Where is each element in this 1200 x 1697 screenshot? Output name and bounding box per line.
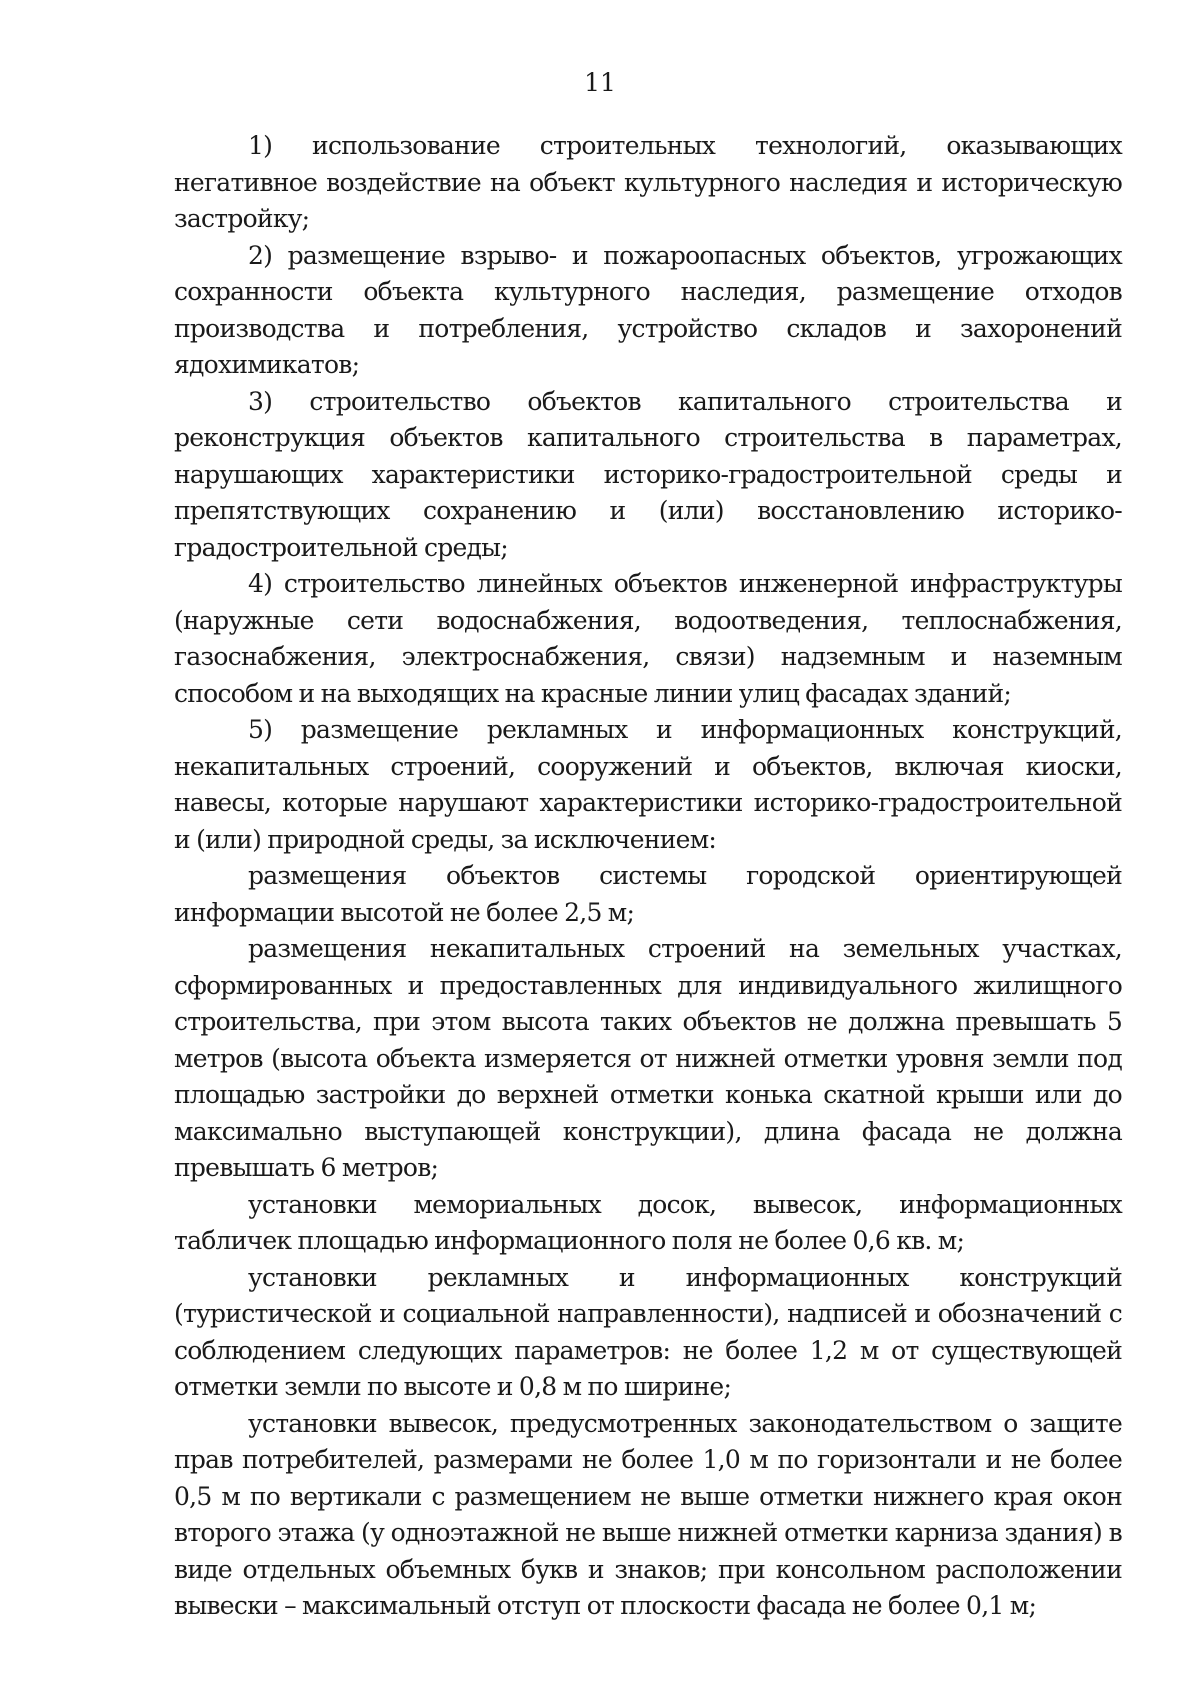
paragraph-exception-orientation-info: размещения объектов системы городской ориентирующей информации высотой не более 2,5 м; <box>174 861 1122 927</box>
paragraph-exception-signboards: установки вывесок, предусмотренных законодательством о защите прав потребителей, размерами не более 1,0 м по горизонтали и не более 0,5 м по вертикали с размещением не выше отметки нижнего края окон второго этажа (у одноэтажной не выше нижней отметки карниза здания) в виде отдельных объемных букв и знаков; при консольном расположении вывески – максимальный отступ от плоскости фасада не более 0,1 м; <box>174 1408 1122 1620</box>
paragraph-exception-memorial-plaques: установки мемориальных досок, вывесок, информационных табличек площадью информационного поля не более 0,6 кв. м; <box>174 1189 1122 1255</box>
paragraph-item-2: 2) размещение взрыво- и пожароопасных объектов, угрожающих сохранности объекта культурного наследия, размещение отходов производства и потребления, устройство складов и захоронений ядохимикатов; <box>174 240 1122 379</box>
paragraph-item-4: 4) строительство линейных объектов инженерной инфраструктуры (наружные сети водоснабжения, водоотведения, теплоснабжения, газоснабжения, электроснабжения, связи) надземным и наземным способом и на выходящих на красные линии улиц фасадах зданий; <box>174 569 1122 708</box>
document-body <box>174 128 1122 1625</box>
paragraph-item-5: 5) размещение рекламных и информационных конструкций, некапитальных строений, сооружений и объектов, включая киоски, навесы, которые нарушают характеристики историко-градостроительной и (или) природной среды, за исключением: <box>174 715 1122 854</box>
page-number: 11 <box>584 68 616 97</box>
paragraph-exception-advertising-structures: установки рекламных и информационных конструкций (туристической и социальной направленности), надписей и обозначений с соблюдением следующих параметров: не более 1,2 м от существующей отметки земли по высоте и 0,8 м по ширине; <box>174 1262 1122 1401</box>
paragraph-item-1: 1) использование строительных технологий, оказывающих негативное воздействие на объект культурного наследия и историческую застройку; <box>174 131 1122 233</box>
paragraph-exception-nonpermanent-structures: размещения некапитальных строений на земельных участках, сформированных и предоставленных для индивидуального жилищного строительства, при этом высота таких объектов не должна превышать 5 метров (высота объекта измеряется от нижней отметки уровня земли под площадью застройки до верхней отметки конька скатной крыши или до максимально выступающей конструкции), длина фасада не должна превышать 6 метров; <box>174 934 1122 1182</box>
paragraph-item-3: 3) строительство объектов капитального строительства и реконструкция объектов капитального строительства в параметрах, нарушающих характеристики историко-градостроительной среды и препятствующих сохранению и (или) восстановлению историко-градостроительной среды; <box>174 386 1122 562</box>
